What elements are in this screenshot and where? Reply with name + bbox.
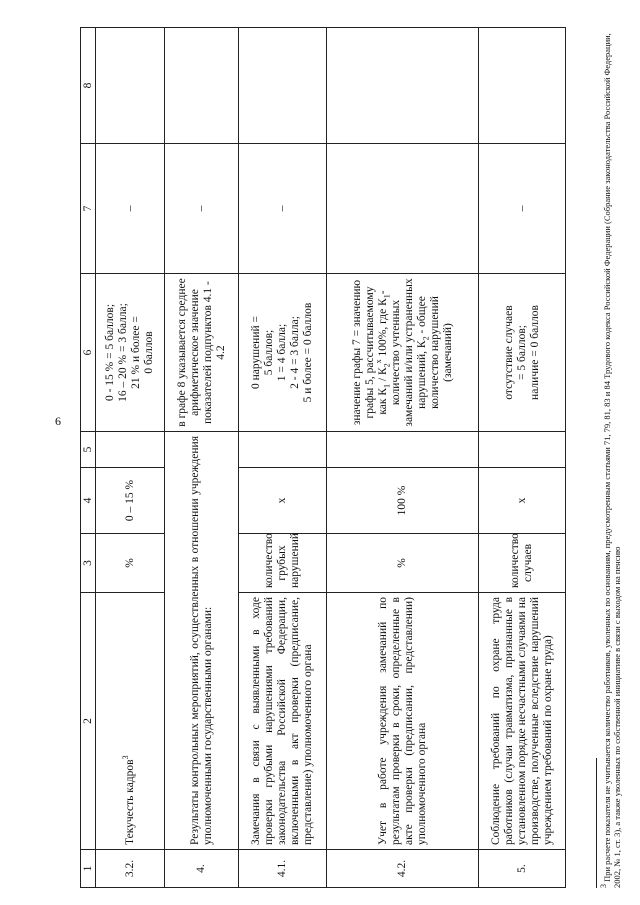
scoring-line: 1 = 4 балла; bbox=[276, 323, 288, 382]
value-cell bbox=[239, 432, 327, 468]
formula-k1: К bbox=[376, 387, 389, 396]
row-number: 4. bbox=[165, 850, 239, 888]
scoring-cell: в графе 8 указывается среднее арифметическое значение показателей подпунктов 4.1 - 4.2 bbox=[165, 274, 239, 432]
criterion-cell: Учет в работе учреждения замечаний по результатам проверки в сроки, определенные в акте проверки (предписании, представлении) уполномоченного органа bbox=[327, 593, 479, 850]
formula-sub: 2 bbox=[420, 336, 430, 341]
scoring-line: 5 и более = 0 баллов bbox=[302, 302, 314, 403]
value-cell bbox=[96, 432, 165, 468]
formula-divide: / К bbox=[376, 367, 389, 384]
table-row bbox=[239, 28, 327, 888]
page-number: 6 bbox=[55, 414, 61, 428]
scoring-line: = 5 баллов; bbox=[515, 325, 528, 380]
unit-cell: % bbox=[96, 534, 165, 593]
scoring-line: 0 - 15 % = 5 баллов; bbox=[104, 303, 116, 402]
col8-cell bbox=[165, 28, 239, 144]
col8-cell bbox=[239, 28, 327, 144]
row-number: 4.1. bbox=[239, 850, 327, 888]
scoring-cell bbox=[239, 274, 327, 432]
header-col-7: 7 bbox=[81, 144, 96, 274]
header-col-2: 2 bbox=[81, 593, 96, 850]
table-row bbox=[479, 28, 566, 888]
formula-times: х bbox=[373, 359, 383, 364]
scoring-cell bbox=[327, 274, 479, 432]
table-row bbox=[96, 28, 165, 888]
scoring-cell bbox=[479, 274, 566, 432]
scoring-line: 2 - 4 = 3 балла; bbox=[289, 316, 301, 389]
formula-percent: 100% bbox=[376, 329, 389, 360]
scoring-cell bbox=[96, 274, 165, 432]
footnote-text: При расчете показателя не учитывается количество работников, уволенных по основаниям, предусмотренным статьями 71, 79, 81, 83 и 84 Трудового кодекса Российской Федерации (Собрание законодательства Российской Федерации, 2002, № 1, ст. 3), а также уволенных по собственной инициативе в связи с выходом на пенсию bbox=[602, 33, 622, 888]
header-col-6: 6 bbox=[81, 274, 96, 432]
footnote-divider bbox=[596, 758, 597, 888]
col8-cell bbox=[327, 28, 479, 144]
col7-cell: – bbox=[165, 144, 239, 274]
col8-cell bbox=[96, 28, 165, 144]
section-heading-cell: Результаты контрольных мероприятий, осуществленных в отношении учреждения уполномоченными государственными органами: bbox=[165, 432, 239, 850]
header-col-1: 1 bbox=[81, 850, 96, 888]
scoring-text: количество учтенных замечаний и/или устраненных нарушений, bbox=[389, 278, 428, 427]
col7-cell: – bbox=[96, 144, 165, 274]
formula: $К_1 / К_2^х$ 100%, где $К_1-$ bbox=[373, 290, 391, 396]
row-number: 5. bbox=[479, 850, 566, 888]
value-cell bbox=[327, 432, 479, 468]
formula-where: , где К bbox=[376, 298, 389, 330]
target-cell: х bbox=[479, 468, 566, 534]
scoring-line: 0 баллов bbox=[143, 331, 155, 374]
col8-cell bbox=[479, 28, 566, 144]
scoring-text: - общее количество нарушений (замечаний) bbox=[415, 296, 454, 409]
header-row bbox=[81, 28, 96, 888]
unit-cell: количество случаев bbox=[479, 534, 566, 593]
scoring-line: наличие = 0 баллов bbox=[528, 305, 541, 400]
criterion-cell: Соблюдение требований по охране труда работников (случаи травматизма, признанные в установленном порядке несчастными случаями на производстве, полученные вследствие нарушений учреждением требований по охране труда) bbox=[479, 593, 566, 850]
target-cell: х bbox=[239, 468, 327, 534]
table-row bbox=[165, 28, 239, 888]
row-number: 4.2. bbox=[327, 850, 479, 888]
formula-k2: К bbox=[415, 340, 428, 349]
criteria-table bbox=[80, 27, 566, 888]
col7-cell: – bbox=[479, 144, 566, 274]
scoring-line: 21 % и более = bbox=[130, 316, 142, 389]
table-row bbox=[327, 28, 479, 888]
col7-cell bbox=[327, 144, 479, 274]
criterion-cell bbox=[96, 593, 165, 850]
header-col-4: 4 bbox=[81, 468, 96, 534]
target-cell: 100 % bbox=[327, 468, 479, 534]
value-cell bbox=[479, 432, 566, 468]
header-col-3: 3 bbox=[81, 534, 96, 593]
formula-sub: 1 bbox=[381, 383, 391, 388]
unit-cell: % bbox=[327, 534, 479, 593]
criterion-text: Текучесть кадров bbox=[123, 759, 136, 845]
scoring-line: отсутствие случаев bbox=[502, 305, 515, 400]
header-col-8: 8 bbox=[81, 28, 96, 144]
target-cell: 0 – 15 % bbox=[96, 468, 165, 534]
unit-cell: количество грубых нарушений bbox=[239, 534, 327, 593]
header-col-5: 5 bbox=[81, 432, 96, 468]
scoring-line: 5 баллов; bbox=[263, 329, 275, 376]
formula-sub: 1 bbox=[381, 294, 391, 299]
formula-sub: 2 bbox=[381, 363, 391, 368]
rotated-page bbox=[62, 0, 640, 900]
row-number: 3.2. bbox=[96, 850, 165, 888]
footnote bbox=[599, 28, 622, 888]
scoring-text: значение графы 7 = значению графы 5, рассчитываемому как bbox=[350, 279, 389, 426]
footnote-ref: 3 bbox=[120, 755, 130, 760]
scoring-line: 16 – 20 % = 3 балла; bbox=[117, 303, 129, 402]
footnote-marker: 3 bbox=[599, 884, 609, 888]
col7-cell: – bbox=[239, 144, 327, 274]
scoring-line: 0 нарушений = bbox=[250, 316, 262, 390]
criterion-cell: Замечания в связи с выявленными в ходе проверки грубыми нарушениями требований законодательства Российской Федерации, включенными в акт проверки (предписание, представление) уполномоченного органа bbox=[239, 593, 327, 850]
